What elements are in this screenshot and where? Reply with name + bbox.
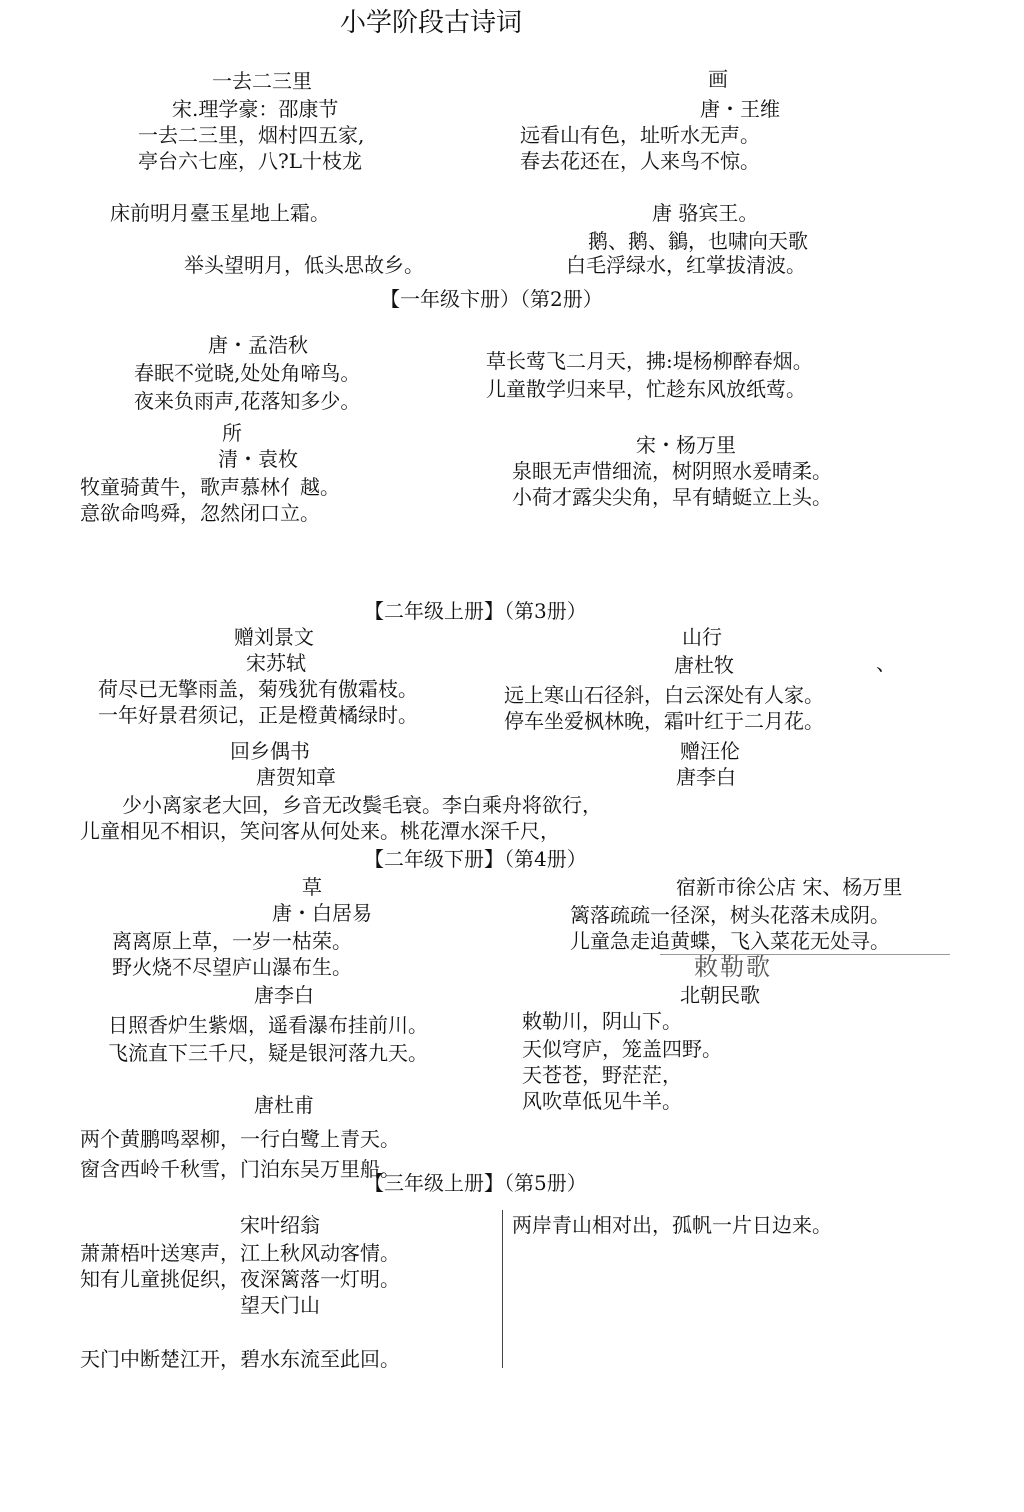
- poem-line: 两岸青山相对出，孤帆一片日边来。: [512, 1213, 832, 1237]
- poem-author: 北朝民歌: [680, 983, 760, 1007]
- poem-title: 山行: [682, 625, 722, 649]
- poem-line: 少小离家老大回，乡音无改鬓毛衰。李白乘舟将欲行，: [122, 793, 602, 817]
- poem-author: 宋苏轼: [246, 651, 306, 675]
- poem-line: 篱落疏疏一径深，树头花落未成阴。: [570, 903, 890, 927]
- poem-line: 远看山有色，址听水无声。: [520, 123, 760, 147]
- poem-title: 一去二三里: [212, 69, 312, 93]
- poem-title: 回乡偶书: [230, 739, 310, 763]
- section-header: 【二年级上册】（第3册）: [364, 599, 587, 623]
- poem-line: 荷尽已无擎雨盖，菊残犹有傲霜枝。: [98, 677, 418, 701]
- poem-line: 举头望明月，低头思故乡。: [184, 253, 424, 277]
- poem-line: 牧童骑黄牛，歌声慕林亻越。: [80, 475, 340, 499]
- poem-author: 唐杜牧: [674, 653, 734, 677]
- poem-line: 儿童相见不相识，笑问客从何处来。桃花潭水深千尺，: [80, 819, 560, 843]
- poem-title: 所: [222, 421, 242, 445]
- poem-title: 宿新市徐公店 宋、杨万里: [676, 875, 903, 899]
- poem-line: 草长莺飞二月天，拂:堤杨柳醉春烟。: [486, 349, 813, 373]
- poem-author: 唐・白居易: [272, 901, 372, 925]
- poem-author: 唐・王维: [700, 97, 780, 121]
- section-header: 【三年级上册】（第5册）: [364, 1171, 587, 1195]
- poem-line: 夜来负雨声,花落知多少。: [134, 389, 361, 413]
- poem-line: 野火烧不尽望庐山瀑布生。: [112, 955, 352, 979]
- poem-author: 唐・孟浩秋: [208, 333, 308, 357]
- poem-line: 窗含西岭千秋雪，门泊东吴万里船。: [80, 1157, 400, 1181]
- poem-line: 春眠不觉晓,处处角啼鸟。: [134, 361, 361, 385]
- poem-line: 停车坐爱枫林晚，霜叶红于二月花。: [504, 709, 824, 733]
- poem-author: 唐李白: [676, 765, 736, 789]
- poem-line: 天门中断楚江开，碧水东流至此回。: [80, 1347, 400, 1371]
- poem-author: 唐杜甫: [254, 1093, 314, 1117]
- poem-line: 泉眼无声惜细流，树阴照水爰晴柔。: [512, 459, 832, 483]
- poem-line: 鹅、鹅、鶲，也啸向天歌: [588, 229, 808, 253]
- poem-line: 意欲命鸣舜，忽然闭口立。: [80, 501, 320, 525]
- poem-title: 敕勒歌: [694, 953, 772, 981]
- poem-line: 床前明月臺玉星地上霜。: [110, 201, 330, 225]
- poem-line: 春去花还在，人来鸟不惊。: [520, 149, 760, 173]
- poem-title: 赠刘景文: [234, 625, 314, 649]
- poem-title: 草: [302, 875, 322, 899]
- stray-mark: 、: [876, 651, 896, 675]
- poem-title: 赠汪伦: [680, 739, 740, 763]
- poem-author: 唐 骆宾王。: [652, 201, 759, 225]
- column-divider: [502, 1210, 503, 1368]
- poem-line: 敕勒川，阴山下。: [522, 1009, 682, 1033]
- poem-author: 宋・杨万里: [636, 433, 736, 457]
- section-header: 【二年级下册】（第4册）: [364, 847, 587, 871]
- poem-line: 知有儿童挑促织，夜深篱落一灯明。: [80, 1267, 400, 1291]
- poem-line: 一去二三里，烟村四五家,: [138, 123, 365, 147]
- poem-line: 风吹草低见牛羊。: [522, 1089, 682, 1113]
- poem-author: 宋.理学豪：邵康节: [172, 97, 339, 121]
- poem-line: 儿童急走追黄蝶，飞入菜花无处寻。: [570, 929, 890, 953]
- poem-line: 飞流直下三千尺，疑是银河落九天。: [108, 1041, 428, 1065]
- poem-line: 天似穹庐，笼盖四野。: [522, 1037, 722, 1061]
- poem-line: 两个黄鹏鸣翠柳，一行白鹭上青天。: [80, 1127, 400, 1151]
- section-header: 【一年级卞册）（第2册）: [380, 287, 603, 311]
- poem-author: 清・袁枚: [218, 447, 298, 471]
- poem-line: 萧萧梧叶送寒声，江上秋风动客情。: [80, 1241, 400, 1265]
- poem-line: 离离原上草，一岁一枯荣。: [112, 929, 352, 953]
- poem-line: 儿童散学归来早，忙趁东风放纸莺。: [486, 377, 806, 401]
- poem-line: 小荷才露尖尖角，早有蜻蜓立上头。: [512, 485, 832, 509]
- poem-author: 唐贺知章: [256, 765, 336, 789]
- poem-line: 亭台六七座，八?L十枝龙: [138, 149, 363, 173]
- poem-author: 宋叶绍翁: [240, 1213, 320, 1237]
- poem-line: 天苍苍，野茫茫，: [522, 1063, 682, 1087]
- poem-line: 远上寒山石径斜，白云深处有人家。: [504, 683, 824, 707]
- poem-title: 画: [708, 67, 728, 91]
- poem-title: 望天门山: [240, 1293, 320, 1317]
- poem-line: 日照香炉生紫烟，遥看瀑布挂前川。: [108, 1013, 428, 1037]
- page-title: 小学阶段古诗词: [340, 8, 523, 38]
- poem-line: 白毛浮绿水，红掌拔清波。: [566, 253, 806, 277]
- poem-line: 一年好景君须记，正是橙黄橘绿时。: [98, 703, 418, 727]
- poem-author: 唐李白: [254, 983, 314, 1007]
